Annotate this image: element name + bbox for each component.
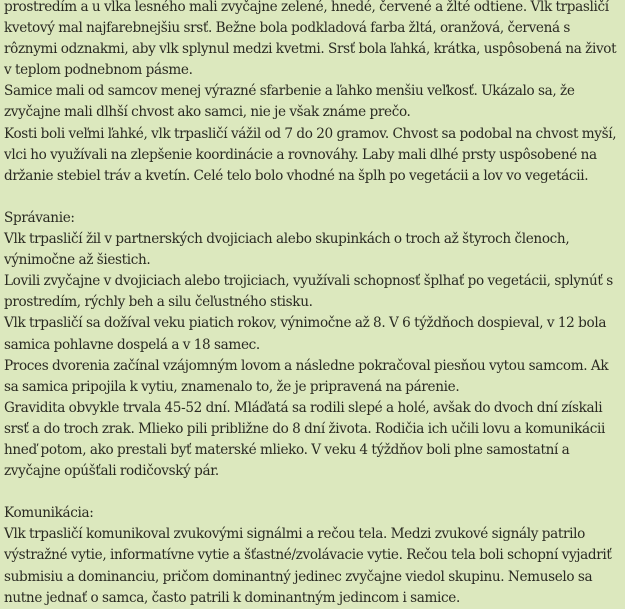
behavior-paragraph: Vlk trpasličí žil v partnerských dvojiciach alebo skupinkách o troch až štyroch členoch, výnimočne až šiestich. — [4, 231, 570, 269]
section-heading-behavior: Správanie: — [4, 209, 75, 226]
intro-paragraph: prostredím a u vlka lesného mali zvyčajne zelené, hnedé, červené a žlté odtiene. Vlk trpasličí kvetový mal najfarebnejšiu srsť. Bežne bola podkladová farba žltá, oranžová, červená s rôznymi odznakmi, aby vlk splynul medzi kvetmi. Srsť bola ľahká, krátka, uspôsobená na život v teplom podnebnom pásme. — [4, 0, 617, 79]
section-heading-communication: Komunikácia: — [4, 505, 94, 522]
communication-paragraph: Vlk trpasličí komunikoval zvukovými signálmi a rečou tela. Medzi zvukové signály patrilo výstražné vytie, informatívne vytie a šťastné/zvolávacie vytie. Rečou tela boli schopní vyjadriť submisiu a dominanciu, pričom dominantný jedinec zvyčajne viedol skupinu. Nemuselo sa nutne jednať o samca, často patrili k dominantným jedincom i samice. — [4, 526, 612, 606]
article-body — [4, 0, 624, 609]
behavior-paragraph: Lovili zvyčajne v dvojiciach alebo trojiciach, využívali schopnosť šplhať po vegetácii, splynúť s prostredím, rýchly beh a silu čeľustného stisku. — [4, 273, 613, 311]
spacer — [4, 187, 624, 208]
behavior-paragraph: Vlk trpasličí sa dožíval veku piatich rokov, výnimočne až 8. V 6 týždňoch dospieval, v 12 bola samica pohlavne dospelá a v 18 samec. — [4, 315, 607, 353]
behavior-paragraph: Proces dvorenia začínal vzájomným lovom a následne pokračoval piesňou vytou samcom. Ak sa samica pripojila k vytiu, znamenalo to, že je pripravená na párenie. — [4, 357, 609, 395]
spacer — [4, 482, 624, 503]
intro-paragraph: Kosti boli veľmi ľahké, vlk trpasličí vážil od 7 do 20 gramov. Chvost sa podobal na chvost myší, vlci ho využívali na zlepšenie koordinácie a rovnováhy. Laby mali dlhé prsty uspôsobené na držanie stebiel tráv a kvetín. Celé telo bolo vhodné na šplh po vegetácii a lov vo vegetácii. — [4, 125, 617, 184]
intro-paragraph: Samice mali od samcov menej výrazné sfarbenie a ľahko menšiu veľkosť. Ukázalo sa, že zvyčajne mali dlhší chvost ako samci, nie je však známe prečo. — [4, 83, 575, 121]
behavior-paragraph: Gravidita obvykle trvala 45-52 dní. Mláďatá sa rodili slepé a holé, avšak do dvoch dní získali srsť a do troch zrak. Mlieko pili približne do 8 dní života. Rodičia ich učili lovu a komunikácii hneď potom, ako prestali byť materské mlieko. V veku 4 týždňov boli plne samostatní a zvyčajne opúšťali rodičovský pár. — [4, 399, 606, 480]
